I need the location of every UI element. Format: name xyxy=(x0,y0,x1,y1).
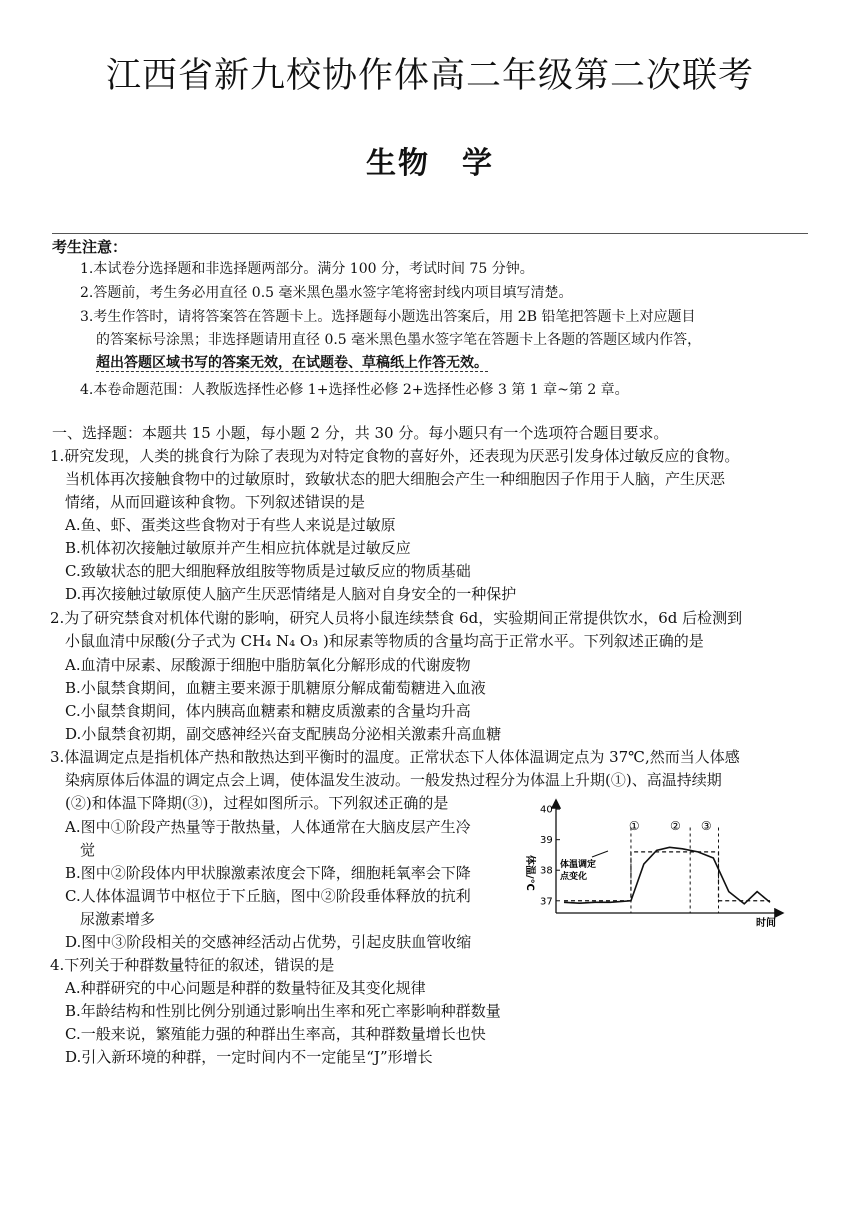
question-stem-line: 当机体再次接触食物中的过敏原时，致敏状态的肥大细胞会产生一种细胞因子作用于人脑，产生厌恶 xyxy=(65,470,726,488)
option-b: B.机体初次接触过敏原并产生相应抗体就是过敏反应 xyxy=(65,539,411,557)
stage-label: ② xyxy=(670,818,681,833)
question-stem-line: 染病原体后体温的调定点会上调，使体温发生波动。一般发热过程分为体温上升期(①)、高温持续期 xyxy=(65,771,722,789)
section-heading: 一、选择题：本题共 15 小题，每小题 2 分，共 30 分。每小题只有一个选项符合题目要求。 xyxy=(52,424,669,442)
y-tick-label: 40 xyxy=(540,804,553,816)
y-axis-label: 体温/℃ xyxy=(524,855,535,891)
note-item-emphasis xyxy=(96,352,826,375)
option-line: 尿激素增多 xyxy=(80,910,156,928)
y-tick-label: 39 xyxy=(540,835,553,847)
question-stem-line: 4.下列关于种群数量特征的叙述，错误的是 xyxy=(50,956,335,974)
x-axis-label: 时间 xyxy=(756,918,776,929)
option-line: A.图中①阶段产热量等于散热量，人体通常在大脑皮层产生冷 xyxy=(65,818,471,836)
option-c: C.致敏状态的肥大细胞释放组胺等物质是过敏反应的物质基础 xyxy=(65,562,471,580)
subject-title: 生物 学 xyxy=(366,146,494,181)
note-item: 3.考生作答时，请将答案答在答题卡上。选择题每小题选出答案后，用 2B 铅笔把答题卡上对应题目 xyxy=(80,309,696,325)
option-c: C.一般来说，繁殖能力强的种群出生率高，其种群数量增长也快 xyxy=(65,1025,486,1043)
question-stem-line: 1.研究发现，人类的挑食行为除了表现为对特定食物的喜好外，还表现为厌恶引发身体过敏反应的食物。 xyxy=(50,447,740,465)
notes-heading: 考生注意： xyxy=(52,238,128,256)
option-a xyxy=(65,816,520,862)
option-d: D.再次接触过敏原使人脑产生厌恶情绪是人脑对自身安全的一种保护 xyxy=(65,585,517,603)
option-d: D.小鼠禁食初期，副交感神经兴奋支配胰岛分泌相关激素升高血糖 xyxy=(65,725,502,743)
note-item: 2.答题前，考生务必用直径 0.5 毫米黑色墨水签字笔将密封线内项目填写清楚。 xyxy=(80,285,573,301)
stage-label: ③ xyxy=(700,818,712,833)
question-stem-line: (②)和体温下降期(③)，过程如图所示。下列叙述正确的是 xyxy=(65,794,449,812)
question-2 xyxy=(50,607,812,653)
exam-title: 江西省新九校协作体高二年级第二次联考 xyxy=(105,56,754,96)
option-c xyxy=(65,885,520,931)
question-stem-line: 小鼠血清中尿酸(分子式为 CH₄ N₄ O₃ )和尿素等物质的含量均高于正常水平。下列叙述正确的是 xyxy=(65,632,704,650)
setpoint-annotation-line1: 体温调定 xyxy=(560,860,597,870)
note-item: 1.本试卷分选择题和非选择题两部分。满分 100 分，考试时间 75 分钟。 xyxy=(80,261,534,277)
option-d xyxy=(65,931,471,954)
option-b xyxy=(65,862,520,885)
note-item: 4.本卷命题范围：人教版选择性必修 1+选择性必修 2+选择性必修 3 第 1 章~第 2 章。 xyxy=(80,382,629,398)
option-a: A.鱼、虾、蛋类这些食物对于有些人来说是过敏原 xyxy=(65,516,396,534)
question-4 xyxy=(50,954,812,977)
stage-label: ① xyxy=(628,818,640,833)
option-b: B.小鼠禁食期间，血糖主要来源于肌糖原分解成葡萄糖进入血液 xyxy=(65,679,486,697)
body-temperature-chart xyxy=(520,795,790,930)
option-d: D.引入新环境的种群，一定时间内不一定能呈“J”形增长 xyxy=(65,1048,433,1066)
setpoint-annotation-line2: 点变化 xyxy=(560,872,588,882)
option-line: C.人体体温调节中枢位于下丘脑，图中②阶段垂体释放的抗利 xyxy=(65,887,471,905)
header-divider xyxy=(52,233,808,234)
question-1 xyxy=(50,445,812,514)
annotation-pointer xyxy=(592,851,608,857)
y-tick-label: 37 xyxy=(540,896,553,908)
note-emphasis-text: 超出答题区域书写的答案无效，在试题卷、草稿纸上作答无效。 xyxy=(96,355,488,371)
option-line: 觉 xyxy=(80,841,96,859)
question-stem-line: 2.为了研究禁食对机体代谢的影响，研究人员将小鼠连续禁食 6d，实验期间正常提供饮水，6d 后检测到 xyxy=(50,609,743,627)
question-stem-line: 3.体温调定点是指机体产热和散热达到平衡时的温度。正常状态下人体体温调定点为 37℃,然而当人体感 xyxy=(50,748,740,766)
option-line: B.图中②阶段体内甲状腺激素浓度会下降，细胞耗氧率会下降 xyxy=(65,864,471,882)
option-c: C.小鼠禁食期间，体内胰高血糖素和糖皮质激素的含量均升高 xyxy=(65,702,471,720)
question-stem-line: 情绪，从而回避该种食物。下列叙述错误的是 xyxy=(65,493,366,511)
option-a: A.种群研究的中心问题是种群的数量特征及其变化规律 xyxy=(65,979,426,997)
option-line: D.图中③阶段相关的交感神经活动占优势，引起皮肤血管收缩 xyxy=(65,933,472,951)
option-a: A.血清中尿素、尿酸源于细胞中脂肪氧化分解形成的代谢废物 xyxy=(65,656,471,674)
y-tick-label: 38 xyxy=(540,865,553,877)
option-b: B.年龄结构和性别比例分别通过影响出生率和死亡率影响种群数量 xyxy=(65,1002,501,1020)
note-item: 的答案标号涂黑；非选择题请用直径 0.5 毫米黑色墨水签字笔在答题卡上各题的答题区域内作答， xyxy=(96,332,702,348)
